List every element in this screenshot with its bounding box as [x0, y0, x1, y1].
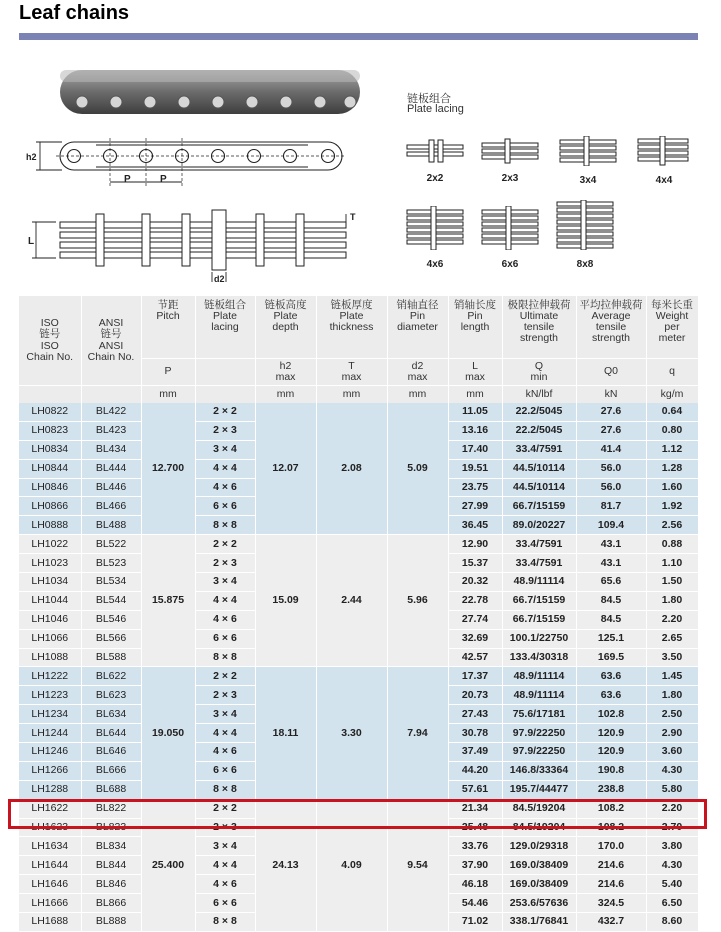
ultimate-strength-cell: 100.1/22750	[502, 629, 576, 648]
plate-lacing-cell: 8 × 8	[195, 913, 255, 932]
average-strength-cell: 125.1	[576, 629, 646, 648]
iso-chain-no: LH1034	[19, 573, 81, 592]
pin-diameter-cell: 7.94	[387, 667, 448, 799]
ultimate-strength-cell: 338.1/76841	[502, 913, 576, 932]
average-strength-cell: 81.7	[576, 497, 646, 516]
weight-cell: 1.12	[646, 440, 698, 459]
weight-cell: 1.80	[646, 591, 698, 610]
lacing-2x2-icon	[405, 138, 465, 164]
ansi-chain-no: BL634	[81, 705, 141, 724]
iso-chain-no: LH1644	[19, 856, 81, 875]
plate-thickness-cell: 2.44	[316, 535, 387, 667]
iso-chain-no: LH1223	[19, 686, 81, 705]
plate-lacing-cell: 2 × 3	[195, 421, 255, 440]
plate-lacing-cell: 3 × 4	[195, 440, 255, 459]
average-strength-cell: 238.8	[576, 780, 646, 799]
ansi-chain-no: BL522	[81, 535, 141, 554]
average-strength-unit: kN	[576, 386, 646, 404]
iso-chain-no: LH0866	[19, 497, 81, 516]
average-strength-cell: 43.1	[576, 554, 646, 573]
average-strength-cell: 120.9	[576, 743, 646, 762]
ultimate-strength-cell: 146.8/33364	[502, 761, 576, 780]
ultimate-strength-cell: 48.9/11114	[502, 686, 576, 705]
ultimate-strength-cell: 97.9/22250	[502, 724, 576, 743]
ansi-chain-no: BL823	[81, 818, 141, 837]
lacing-6x6-icon	[480, 206, 540, 250]
pin-length-cell: 37.49	[448, 743, 502, 762]
ansi-chain-no: BL866	[81, 894, 141, 913]
ultimate-strength-symbol: Q min	[502, 359, 576, 386]
lacing-2x2	[405, 138, 465, 184]
ansi-chain-no: BL822	[81, 799, 141, 818]
plate-depth-cell: 24.13	[255, 799, 316, 931]
pin-length-unit: mm	[448, 386, 502, 404]
plate-lacing-label-en: Plate lacing	[407, 103, 464, 115]
average-strength-header: 平均拉伸载荷 Average tensile strength	[576, 296, 646, 359]
ultimate-strength-cell: 33.4/7591	[502, 440, 576, 459]
pin-length-cell: 20.73	[448, 686, 502, 705]
ansi-chain-no: BL623	[81, 686, 141, 705]
plate-depth-symbol: h2 max	[255, 359, 316, 386]
ansi-chain-no: BL444	[81, 459, 141, 478]
ansi-chain-no: BL846	[81, 875, 141, 894]
weight-symbol: q	[646, 359, 698, 386]
page-title: Leaf chains	[19, 2, 130, 24]
ultimate-strength-unit: kN/lbf	[502, 386, 576, 404]
plate-thickness-cell: 4.09	[316, 799, 387, 931]
average-strength-cell: 41.4	[576, 440, 646, 459]
weight-cell: 5.40	[646, 875, 698, 894]
iso-chain-no: LH1222	[19, 667, 81, 686]
pitch-cell: 15.875	[141, 535, 195, 667]
plate-depth-cell: 18.11	[255, 667, 316, 799]
pin-length-cell: 20.32	[448, 573, 502, 592]
lacing-2x3-icon	[480, 138, 540, 164]
lacing-3x4-caption: 3x4	[579, 175, 597, 186]
weight-cell: 4.30	[646, 856, 698, 875]
pin-length-cell: 23.75	[448, 478, 502, 497]
lacing-8x8-caption: 8x8	[576, 259, 594, 270]
iso-chain-no: LH1066	[19, 629, 81, 648]
ansi-chain-no: BL622	[81, 667, 141, 686]
iso-chain-no: LH1234	[19, 705, 81, 724]
T-label: T	[350, 212, 356, 222]
average-strength-cell: 214.6	[576, 875, 646, 894]
pitch-label-1: P	[124, 174, 131, 185]
ansi-chain-no: BL546	[81, 610, 141, 629]
plate-lacing-cell: 8 × 8	[195, 516, 255, 535]
iso-chain-no: LH1634	[19, 837, 81, 856]
pin-diameter-unit: mm	[387, 386, 448, 404]
pin-length-cell: 11.05	[448, 403, 502, 421]
iso-chain-no: LH1266	[19, 761, 81, 780]
plate-depth-cell: 12.07	[255, 403, 316, 535]
iso-chain-no: LH0823	[19, 421, 81, 440]
plate-lacing-cell: 4 × 6	[195, 875, 255, 894]
lacing-4x4-icon	[634, 136, 694, 166]
plate-thickness-cell: 2.08	[316, 403, 387, 535]
average-strength-cell: 214.6	[576, 856, 646, 875]
plate-lacing-cell: 2 × 2	[195, 799, 255, 818]
pin-length-cell: 32.69	[448, 629, 502, 648]
ansi-chain-no: BL844	[81, 856, 141, 875]
pin-length-cell: 36.45	[448, 516, 502, 535]
ultimate-strength-cell: 33.4/7591	[502, 535, 576, 554]
plate-lacing-cell: 2 × 3	[195, 686, 255, 705]
header-row-units	[19, 386, 698, 404]
plate-lacing-cell: 4 × 4	[195, 856, 255, 875]
header-row-names	[19, 296, 698, 359]
weight-cell: 4.30	[646, 761, 698, 780]
ultimate-strength-cell: 66.7/15159	[502, 610, 576, 629]
plate-lacing-label-zh: 链板组合	[407, 93, 451, 105]
pin-length-header: 销轴长度 Pin length	[448, 296, 502, 359]
ansi-chain-no: BL544	[81, 591, 141, 610]
chain-side-view-drawing	[26, 130, 366, 192]
iso-chain-no: LH1022	[19, 535, 81, 554]
highlight-box-lh1634	[8, 799, 707, 829]
ultimate-strength-cell: 22.2/5045	[502, 421, 576, 440]
pin-length-symbol: L max	[448, 359, 502, 386]
weight-cell: 2.90	[646, 724, 698, 743]
weight-cell: 2.56	[646, 516, 698, 535]
plate-lacing-cell: 4 × 6	[195, 610, 255, 629]
pin-length-cell: 44.20	[448, 761, 502, 780]
iso-chain-no: LH0888	[19, 516, 81, 535]
table-row	[19, 403, 698, 421]
ultimate-strength-cell: 195.7/44477	[502, 780, 576, 799]
ultimate-strength-cell: 97.9/22250	[502, 743, 576, 762]
lacing-4x6-caption: 4x6	[426, 259, 444, 270]
pin-length-cell: 25.48	[448, 818, 502, 837]
weight-cell: 3.60	[646, 743, 698, 762]
pitch-symbol: P	[141, 359, 195, 386]
pin-diameter-cell: 9.54	[387, 799, 448, 931]
weight-cell: 1.60	[646, 478, 698, 497]
weight-cell: 1.28	[646, 459, 698, 478]
iso-chain-no: LH0834	[19, 440, 81, 459]
ansi-header: ANSI 链号 ANSI Chain No.	[81, 296, 141, 386]
average-strength-cell: 84.5	[576, 591, 646, 610]
ultimate-strength-cell: 84.5/19204	[502, 799, 576, 818]
ultimate-strength-cell: 89.0/20227	[502, 516, 576, 535]
pin-length-cell: 27.74	[448, 610, 502, 629]
pin-length-cell: 12.90	[448, 535, 502, 554]
plate-lacing-cell: 6 × 6	[195, 894, 255, 913]
plate-lacing-cell: 6 × 6	[195, 761, 255, 780]
ultimate-strength-cell: 44.5/10114	[502, 459, 576, 478]
weight-cell: 2.50	[646, 705, 698, 724]
ansi-chain-no: BL666	[81, 761, 141, 780]
pin-length-cell: 33.76	[448, 837, 502, 856]
ultimate-strength-cell: 66.7/15159	[502, 591, 576, 610]
pin-diameter-symbol: d2 max	[387, 359, 448, 386]
lacing-8x8-icon	[555, 200, 615, 250]
plate-lacing-cell: 2 × 2	[195, 667, 255, 686]
plate-lacing-cell: 3 × 4	[195, 837, 255, 856]
iso-chain-no: LH1246	[19, 743, 81, 762]
plate-lacing-symbol	[195, 359, 255, 386]
ultimate-strength-cell: 169.0/38409	[502, 875, 576, 894]
pin-length-cell: 17.40	[448, 440, 502, 459]
ultimate-strength-cell: 44.5/10114	[502, 478, 576, 497]
ansi-chain-no: BL446	[81, 478, 141, 497]
iso-chain-no: LH1046	[19, 610, 81, 629]
pin-length-cell: 21.34	[448, 799, 502, 818]
plate-thickness-symbol: T max	[316, 359, 387, 386]
lacing-3x4-icon	[558, 136, 618, 166]
pin-length-cell: 37.90	[448, 856, 502, 875]
ultimate-strength-cell: 129.0/29318	[502, 837, 576, 856]
pitch-cell: 25.400	[141, 799, 195, 931]
pin-diameter-header: 销轴直径 Pin diameter	[387, 296, 448, 359]
plate-lacing-cell: 4 × 6	[195, 743, 255, 762]
average-strength-cell: 102.8	[576, 705, 646, 724]
ultimate-strength-cell: 66.7/15159	[502, 497, 576, 516]
weight-cell: 2.70	[646, 818, 698, 837]
plate-lacing-cell: 6 × 6	[195, 629, 255, 648]
plate-lacing-cell: 2 × 3	[195, 818, 255, 837]
weight-cell: 3.80	[646, 837, 698, 856]
pitch-unit: mm	[141, 386, 195, 404]
plate-depth-header: 链板高度 Plate depth	[255, 296, 316, 359]
weight-cell: 1.10	[646, 554, 698, 573]
ansi-chain-no: BL834	[81, 837, 141, 856]
weight-cell: 0.88	[646, 535, 698, 554]
lacing-4x4-caption: 4x4	[655, 175, 673, 186]
ansi-chain-no: BL523	[81, 554, 141, 573]
weight-cell: 0.64	[646, 403, 698, 421]
plate-thickness-header: 链板厚度 Plate thickness	[316, 296, 387, 359]
ansi-chain-no: BL588	[81, 648, 141, 667]
plate-lacing-cell: 4 × 4	[195, 459, 255, 478]
average-strength-cell: 27.6	[576, 403, 646, 421]
iso-chain-no: LH1666	[19, 894, 81, 913]
ultimate-strength-cell: 253.6/57636	[502, 894, 576, 913]
iso-chain-no: LH0846	[19, 478, 81, 497]
ansi-chain-no: BL534	[81, 573, 141, 592]
plate-thickness-cell: 3.30	[316, 667, 387, 799]
ansi-chain-no: BL422	[81, 403, 141, 421]
plate-lacing-cell: 2 × 3	[195, 554, 255, 573]
iso-chain-no: LH1088	[19, 648, 81, 667]
d2-label: d2	[214, 274, 225, 284]
weight-cell: 2.20	[646, 610, 698, 629]
title-divider	[19, 33, 698, 40]
ultimate-strength-header: 极限拉伸载荷 Ultimate tensile strength	[502, 296, 576, 359]
average-strength-cell: 324.5	[576, 894, 646, 913]
pin-diameter-cell: 5.09	[387, 403, 448, 535]
iso-chain-no: LH1023	[19, 554, 81, 573]
table-row	[19, 667, 698, 686]
pitch-cell: 12.700	[141, 403, 195, 535]
weight-header: 每米长重 Weight per meter	[646, 296, 698, 359]
h2-label: h2	[26, 152, 37, 162]
average-strength-cell: 170.0	[576, 837, 646, 856]
average-strength-cell: 169.5	[576, 648, 646, 667]
iso-chain-no: LH1244	[19, 724, 81, 743]
weight-cell: 0.80	[646, 421, 698, 440]
plate-thickness-unit: mm	[316, 386, 387, 404]
average-strength-cell: 27.6	[576, 421, 646, 440]
pin-length-cell: 27.43	[448, 705, 502, 724]
ansi-chain-no: BL646	[81, 743, 141, 762]
lacing-6x6-caption: 6x6	[501, 259, 519, 270]
ultimate-strength-cell: 133.4/30318	[502, 648, 576, 667]
iso-chain-no: LH1044	[19, 591, 81, 610]
iso-chain-no: LH1288	[19, 780, 81, 799]
iso-chain-no: LH0822	[19, 403, 81, 421]
average-strength-cell: 63.6	[576, 686, 646, 705]
pin-length-cell: 46.18	[448, 875, 502, 894]
pin-length-cell: 22.78	[448, 591, 502, 610]
weight-cell: 6.50	[646, 894, 698, 913]
iso-chain-no: LH1646	[19, 875, 81, 894]
plate-depth-cell: 15.09	[255, 535, 316, 667]
average-strength-cell: 56.0	[576, 478, 646, 497]
lacing-3x4	[558, 136, 618, 186]
ansi-chain-no: BL688	[81, 780, 141, 799]
ultimate-strength-cell: 48.9/11114	[502, 573, 576, 592]
lacing-6x6	[480, 206, 540, 270]
average-strength-cell: 190.8	[576, 761, 646, 780]
pin-length-cell: 27.99	[448, 497, 502, 516]
average-strength-cell: 43.1	[576, 535, 646, 554]
lacing-2x3-caption: 2x3	[501, 173, 519, 184]
plate-lacing-unit	[195, 386, 255, 404]
average-strength-cell: 120.9	[576, 724, 646, 743]
ultimate-strength-cell: 22.2/5045	[502, 403, 576, 421]
pitch-cell: 19.050	[141, 667, 195, 799]
lacing-4x6-icon	[405, 206, 465, 250]
plate-lacing-cell: 3 × 4	[195, 573, 255, 592]
ultimate-strength-cell: 75.6/17181	[502, 705, 576, 724]
plate-lacing-cell: 6 × 6	[195, 497, 255, 516]
weight-cell: 2.65	[646, 629, 698, 648]
pin-length-cell: 17.37	[448, 667, 502, 686]
plate-lacing-cell: 8 × 8	[195, 780, 255, 799]
ansi-chain-no: BL888	[81, 913, 141, 932]
lacing-2x2-caption: 2x2	[426, 173, 444, 184]
pin-length-cell: 57.61	[448, 780, 502, 799]
ansi-chain-no: BL644	[81, 724, 141, 743]
plate-depth-unit: mm	[255, 386, 316, 404]
average-strength-cell: 84.5	[576, 610, 646, 629]
plate-lacing-cell: 8 × 8	[195, 648, 255, 667]
average-strength-cell: 63.6	[576, 667, 646, 686]
lacing-4x6	[405, 206, 465, 270]
table-row	[19, 535, 698, 554]
chain-photo	[50, 64, 370, 122]
leaf-chain-spec-table	[19, 296, 699, 932]
average-strength-cell: 108.2	[576, 818, 646, 837]
pin-length-cell: 19.51	[448, 459, 502, 478]
pin-length-cell: 30.78	[448, 724, 502, 743]
chain-top-view-drawing	[26, 206, 366, 288]
ultimate-strength-cell: 48.9/11114	[502, 667, 576, 686]
lacing-4x4	[634, 136, 694, 186]
ansi-chain-no: BL434	[81, 440, 141, 459]
ansi-chain-no: BL466	[81, 497, 141, 516]
weight-cell: 2.20	[646, 799, 698, 818]
ansi-chain-no: BL423	[81, 421, 141, 440]
pin-length-cell: 71.02	[448, 913, 502, 932]
ansi-chain-no: BL566	[81, 629, 141, 648]
pin-length-cell: 54.46	[448, 894, 502, 913]
pin-diameter-cell: 5.96	[387, 535, 448, 667]
iso-chain-no: LH0844	[19, 459, 81, 478]
average-strength-symbol: Q0	[576, 359, 646, 386]
weight-cell: 1.92	[646, 497, 698, 516]
plate-lacing-cell: 2 × 2	[195, 535, 255, 554]
average-strength-cell: 109.4	[576, 516, 646, 535]
pin-length-cell: 42.57	[448, 648, 502, 667]
lacing-8x8	[555, 200, 615, 270]
pin-length-cell: 15.37	[448, 554, 502, 573]
ansi-chain-no: BL488	[81, 516, 141, 535]
pin-length-cell: 13.16	[448, 421, 502, 440]
average-strength-cell: 65.6	[576, 573, 646, 592]
ultimate-strength-cell: 169.0/38409	[502, 856, 576, 875]
weight-unit: kg/m	[646, 386, 698, 404]
weight-cell: 3.50	[646, 648, 698, 667]
weight-cell: 1.50	[646, 573, 698, 592]
weight-cell: 1.45	[646, 667, 698, 686]
pitch-header: 节距 Pitch	[141, 296, 195, 359]
plate-lacing-cell: 3 × 4	[195, 705, 255, 724]
table-body	[19, 403, 698, 931]
iso-chain-no: LH1622	[19, 799, 81, 818]
iso-chain-no: LH1623	[19, 818, 81, 837]
ultimate-strength-cell: 33.4/7591	[502, 554, 576, 573]
iso-chain-no: LH1688	[19, 913, 81, 932]
lacing-2x3	[480, 138, 540, 184]
plate-lacing-cell: 4 × 4	[195, 724, 255, 743]
pitch-label-2: P	[160, 174, 167, 185]
L-label: L	[28, 236, 35, 247]
ultimate-strength-cell: 84.5/19204	[502, 818, 576, 837]
iso-header: ISO 链号 ISO Chain No.	[19, 296, 81, 386]
weight-cell: 5.80	[646, 780, 698, 799]
plate-lacing-cell: 4 × 4	[195, 591, 255, 610]
plate-lacing-cell: 2 × 2	[195, 403, 255, 421]
average-strength-cell: 108.2	[576, 799, 646, 818]
average-strength-cell: 56.0	[576, 459, 646, 478]
weight-cell: 8.60	[646, 913, 698, 932]
plate-lacing-cell: 4 × 6	[195, 478, 255, 497]
plate-lacing-header: 链板组合 Plate lacing	[195, 296, 255, 359]
weight-cell: 1.80	[646, 686, 698, 705]
average-strength-cell: 432.7	[576, 913, 646, 932]
